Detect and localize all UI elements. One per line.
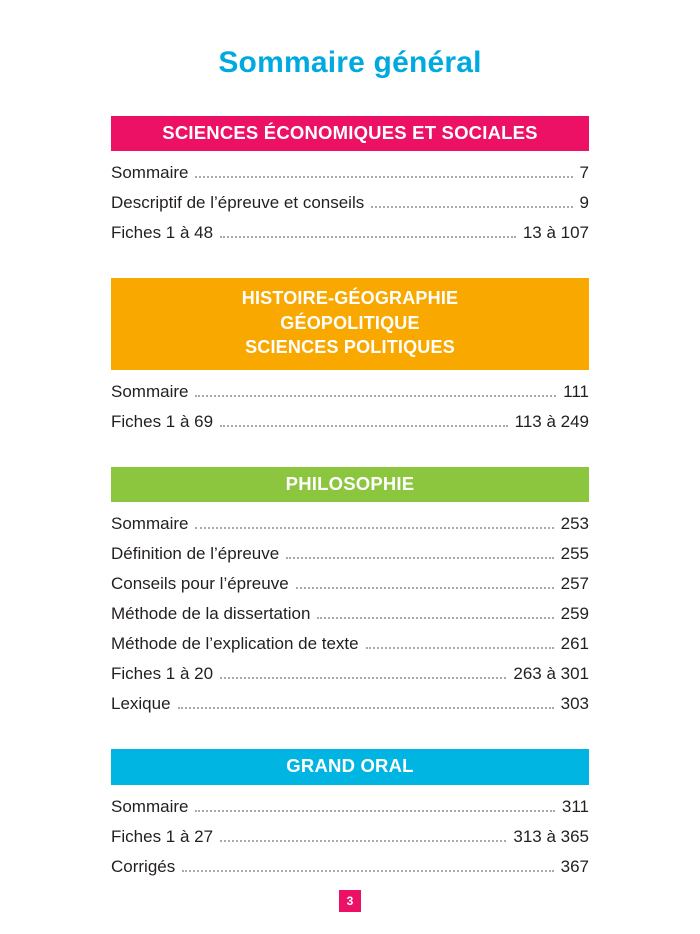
toc-entry[interactable] [111, 569, 589, 599]
toc-entry-page: 111 [563, 381, 589, 401]
toc-entry-label: Méthode de la dissertation [111, 604, 311, 624]
section-header-ses [111, 116, 589, 151]
toc-entry-page: 253 [560, 514, 589, 534]
leader-dots [220, 425, 508, 427]
toc-content [111, 80, 589, 882]
toc-entry[interactable] [111, 218, 589, 248]
section-gap [111, 248, 589, 278]
toc-entry-page: 255 [560, 544, 589, 564]
leader-dots [195, 176, 572, 178]
leader-dots [220, 677, 506, 679]
toc-entry-page: 263 à 301 [513, 664, 589, 684]
toc-entry[interactable] [111, 377, 589, 407]
leader-dots [317, 617, 553, 619]
toc-entry-label: Définition de l’épreuve [111, 544, 280, 564]
leader-dots [195, 527, 553, 529]
toc-entry[interactable] [111, 852, 589, 882]
section-header-line: GRAND ORAL [286, 755, 414, 777]
section-header-line: SCIENCES ÉCONOMIQUES ET SOCIALES [162, 122, 538, 143]
section-header-line: GÉOPOLITIQUE [280, 312, 420, 333]
toc-entry-label: Lexique [111, 694, 171, 714]
leader-dots [195, 395, 556, 397]
leader-dots [296, 587, 554, 589]
toc-entry[interactable] [111, 659, 589, 689]
toc-entry-page: 367 [560, 856, 589, 876]
toc-entry[interactable] [111, 822, 589, 852]
leader-dots [195, 810, 554, 812]
toc-entry[interactable] [111, 158, 589, 188]
toc-entry-label: Méthode de l’explication de texte [111, 634, 359, 654]
toc-entry-page: 9 [579, 193, 589, 213]
toc-entry-page: 259 [560, 604, 589, 624]
toc-entry-label: Sommaire [111, 514, 189, 534]
toc-entry[interactable] [111, 599, 589, 629]
toc-entry-page: 261 [560, 634, 589, 654]
section-sciences-economiques-et-sociales [111, 116, 589, 248]
section-header-line: SCIENCES POLITIQUES [245, 337, 455, 358]
leader-dots [366, 647, 554, 649]
section-entries-hggsp [111, 370, 589, 437]
page-title: Sommaire général [218, 46, 482, 79]
toc-entry-page: 13 à 107 [522, 223, 589, 243]
toc-entry[interactable] [111, 188, 589, 218]
leader-dots [178, 707, 554, 709]
toc-entry-label: Sommaire [111, 381, 189, 401]
toc-entry-label: Fiches 1 à 27 [111, 826, 214, 846]
toc-entry[interactable] [111, 509, 589, 539]
toc-entry[interactable] [111, 539, 589, 569]
section-entries-ses [111, 151, 589, 248]
toc-entry-page: 311 [561, 796, 589, 816]
leader-dots [182, 870, 553, 872]
toc-entry-page: 257 [560, 574, 589, 594]
toc-entry-label: Fiches 1 à 69 [111, 411, 214, 431]
section-header-philosophie [111, 467, 589, 502]
section-philosophie [111, 467, 589, 719]
section-entries-philosophie [111, 502, 589, 719]
toc-entry-label: Sommaire [111, 796, 189, 816]
toc-entry-page: 7 [579, 163, 589, 183]
leader-dots [371, 206, 572, 208]
section-histoire-geographie-geopolitique-sciences-politiques [111, 278, 589, 436]
toc-entry-page: 303 [560, 694, 589, 714]
section-header-grand-oral [111, 749, 589, 784]
section-header-line: PHILOSOPHIE [285, 472, 415, 494]
section-gap [111, 437, 589, 467]
section-header-hggsp [111, 278, 589, 369]
toc-entry-page: 313 à 365 [513, 826, 589, 846]
leader-dots [286, 557, 553, 559]
section-gap [111, 719, 589, 749]
page-folio: 3 [339, 890, 361, 912]
toc-entry-label: Descriptif de l’épreuve et conseils [111, 193, 365, 213]
section-grand-oral [111, 749, 589, 881]
toc-entry-page: 113 à 249 [514, 411, 589, 431]
toc-entry[interactable] [111, 629, 589, 659]
leader-dots [220, 840, 506, 842]
toc-entry-label: Corrigés [111, 856, 176, 876]
leader-dots [220, 236, 516, 238]
toc-entry-label: Fiches 1 à 48 [111, 223, 214, 243]
toc-entry-label: Fiches 1 à 20 [111, 664, 214, 684]
toc-entry-label: Conseils pour l’épreuve [111, 574, 289, 594]
toc-entry-label: Sommaire [111, 163, 189, 183]
section-entries-grand-oral [111, 785, 589, 882]
section-header-line: HISTOIRE-GÉOGRAPHIE [241, 288, 459, 309]
toc-entry[interactable] [111, 407, 589, 437]
toc-entry[interactable] [111, 689, 589, 719]
toc-entry[interactable] [111, 792, 589, 822]
